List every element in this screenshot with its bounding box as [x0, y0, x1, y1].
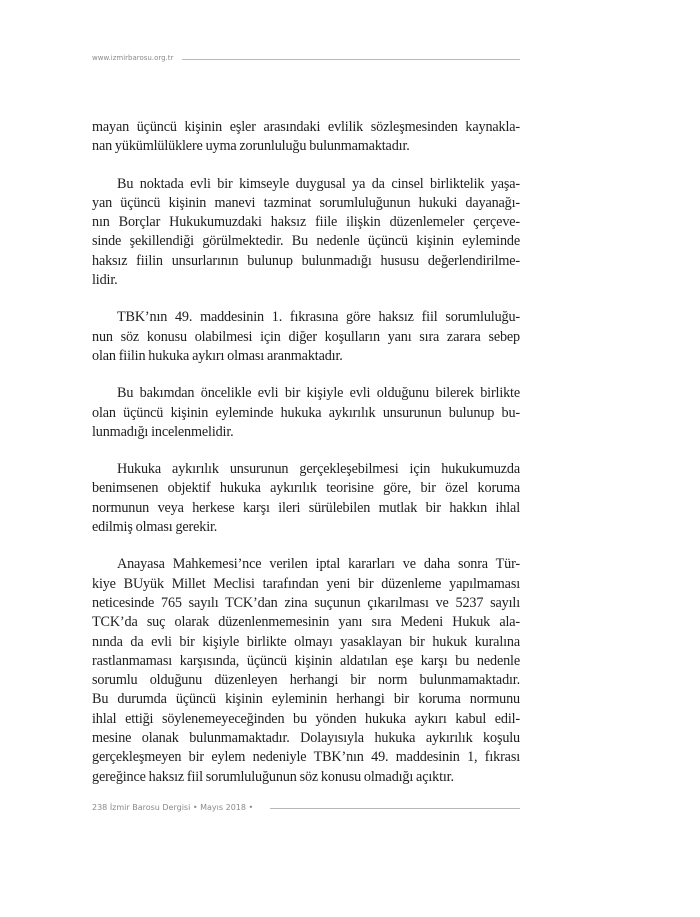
paragraph	[92, 175, 520, 291]
paragraph-line: normunun veya herkese karşı ileri sürülebilen mutlak bir hakkın ihlal	[92, 499, 520, 516]
paragraph-line: edilmiş olması gerekir.	[92, 519, 218, 536]
paragraph-line: benimsenen objektif hukuka aykırılık teorisine göre, bir özel koruma	[92, 480, 520, 497]
paragraph-line: gerçekleşmeyen bir eylem nedeniyle TBK’nın 49. maddesinin 1, fıkrası	[92, 749, 520, 766]
paragraph-line: TCK’da suç olarak düzenlenmemesinin yanı sıra Medeni Hukuk ala-	[92, 614, 520, 631]
paragraph-line: Bu bakımdan öncelikle evli bir kişiyle evli olduğunu bilerek birlikte	[117, 385, 520, 402]
paragraph-line: yan üçüncü kişinin manevi tazminat sorumluluğunun hukuki dayanağı-	[92, 194, 520, 211]
paragraph-line: Bu noktada evli bir kimseyle duygusal ya da cinsel birliktelik yaşa-	[117, 175, 520, 192]
paragraph-line: lunmadığı incelenmelidir.	[92, 423, 234, 440]
paragraph-line: olan fiilin hukuka aykırı olması aranmaktadır.	[92, 347, 343, 364]
body-text	[92, 118, 520, 805]
paragraph	[92, 118, 520, 157]
footer-rule	[270, 808, 520, 809]
paragraph-line: Hukuka aykırılık unsurunun gerçekleşebilmesi için hukukumuzda	[117, 461, 520, 478]
header-rule	[182, 59, 520, 60]
paragraph-line: nun söz konusu olabilmesi için diğer koşulların yanı sıra zarara sebep	[92, 328, 520, 345]
paragraph	[92, 384, 520, 442]
paragraph-line: sorumlu olduğunu düzenleyen herhangi bir norm bulunmamaktadır.	[92, 672, 520, 689]
paragraph-line: neticesinde 765 sayılı TCK’dan zina suçunun çıkarılması ve 5237 sayılı	[92, 594, 520, 611]
paragraph-line: nan yükümlülüklere uyma zorunluluğu bulunmamaktadır.	[92, 138, 410, 155]
footer-text: 238 İzmir Barosu Dergisi • Mayıs 2018 •	[92, 803, 254, 812]
paragraph-line: mesine olanak bulunmamaktadır. Dolayısıyla hukuka aykırılık koşulu	[92, 730, 520, 747]
paragraph-line: kiye BUyük Millet Meclisi tarafından yeni bir düzenleme yapılmaması	[92, 575, 520, 592]
paragraph	[92, 308, 520, 366]
paragraph-line: mayan üçüncü kişinin eşler arasındaki evlilik sözleşmesinden kaynakla-	[92, 119, 520, 135]
paragraph-line: gereğince haksız fiil sorumluluğunun söz konusu olmadığı açıktır.	[92, 768, 454, 785]
paragraph-line: nın Borçlar Hukukumuzdaki haksız fiile ilişkin düzenlemeler çerçeve-	[92, 214, 520, 231]
paragraph-line: TBK’nın 49. maddesinin 1. fıkrasına göre haksız fiil sorumluluğu-	[117, 309, 520, 326]
paragraph-line: lidir.	[92, 272, 118, 289]
paragraph-line: rastlanmaması karşısında, üçüncü kişinin aldatılan eşe karşı bu nedenle	[92, 652, 520, 669]
page-header	[92, 53, 520, 67]
paragraph-line: olan üçüncü kişinin eyleminde hukuka aykırılık unsurunun bulunup bu-	[92, 404, 520, 421]
paragraph-line: sinde şekillendiği görülmektedir. Bu nedenle üçüncü kişinin eyleminde	[92, 233, 520, 250]
header-url: www.izmirbarosu.org.tr	[92, 54, 174, 62]
page-footer	[92, 803, 520, 817]
paragraph	[92, 460, 520, 537]
paragraph-line: haksız fiilin unsurlarının bulunup bulunmadığı hususu değerlendirilme-	[92, 252, 520, 269]
paragraph-line: nında da evli bir kişiyle birlikte olmayı yasaklayan bir hukuk kuralına	[92, 633, 520, 650]
paragraph-line: Anayasa Mahkemesi’nce verilen iptal kararları ve daha sonra Tür-	[117, 556, 520, 573]
paragraph-line: ihlal ettiği söylenemeyeceğinden bu yönden hukuka aykırı kabul edil-	[92, 710, 520, 727]
paragraph-line: Bu durumda üçüncü kişinin eyleminin herhangi bir koruma normunu	[92, 691, 520, 708]
paragraph	[92, 555, 520, 787]
